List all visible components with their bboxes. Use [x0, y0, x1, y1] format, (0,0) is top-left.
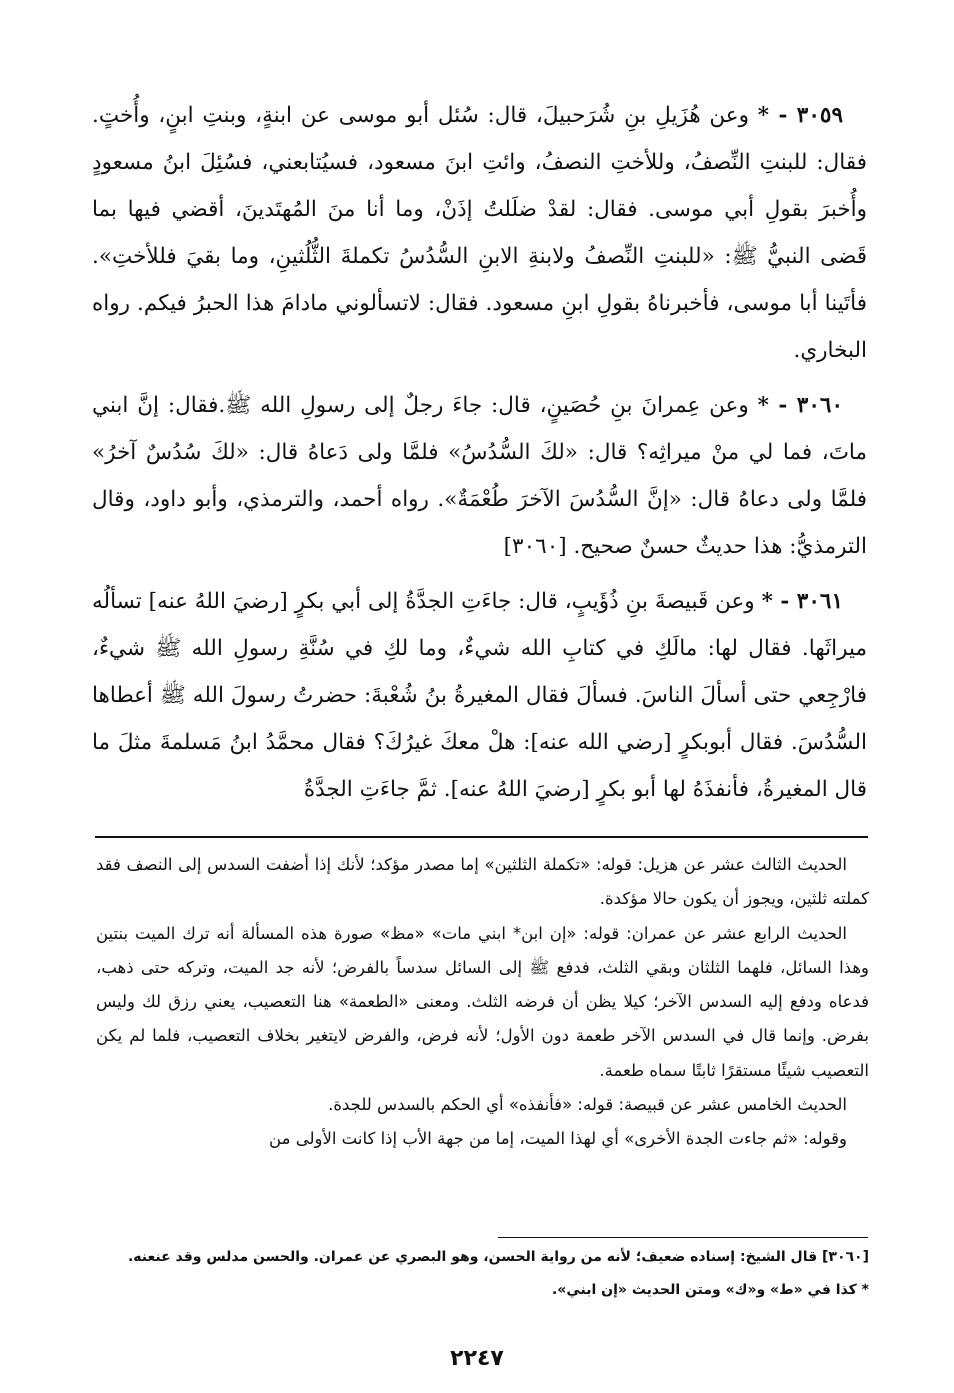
hadith-number: ٣٠٥٩ - *: [757, 103, 843, 128]
commentary-paragraph: الحديث الخامس عشر عن قبيصة: قوله: «فأنفذه» أي الحكم بالسدس للجدة.: [328, 1095, 847, 1115]
commentary-divider: [95, 836, 868, 838]
hadith-body: وعن قَبيصةَ بنِ ذُؤَيبٍ، قال: جاءَتِ الجدَّةُ إلى أبي بكرٍ [رضيَ اللهُ عنه] تسألُه ميراثَها. فقال لها: مالَكِ في كتابِ الله شيءٌ، وما لكِ في سُنَّةِ رسولِ الله ﷺ شيءٌ، فارْجِعي حتى أسألَ الناسَ. فسألَ فقال المغيرةُ بنُ شُعْبةَ: حضرتُ رسولَ الله ﷺ أعطاها السُّدُسَ. فقال أبوبكرٍ [رضي الله عنه]: هلْ معكَ غيرُكَ؟ فقال محمَّدُ ابنُ مَسلمةَ مثلَ ما قال المغيرةُ، فأنفذَهُ لها أبو بكرٍ [رضيَ اللهُ عنه]. ثمَّ جاءَتِ الجدَّةُ: [92, 589, 867, 802]
hadith-text-block: [92, 92, 867, 813]
footnote: * كذا في «ط» و«ك» ومتن الحديث «إن ابني».: [551, 1282, 869, 1298]
footnote-divider: [498, 1237, 868, 1238]
page-number: ٢٢٤٧: [450, 1346, 504, 1371]
hadith-body: وعن عِمرانَ بنِ حُصَينٍ، قال: جاءَ رجلٌ إلى رسولِ الله ﷺ.فقال: إنَّ ابني ماتَ، فما لي منْ ميراثِه؟ قال: «لكَ السُّدُسُ» فلمَّا ولى دَعاهُ قال: «لكَ سُدُسٌ آخرُ» فلمَّا ولى دعاهُ قال: «إنَّ السُّدُسَ الآخرَ طُعْمَةٌ». رواه أحمد، والترمذي، وأبو داود، وقال الترمذيُّ: هذا حديثٌ حسنٌ صحيح. [٣٠٦٠]: [92, 393, 867, 559]
hadith-3061: [92, 578, 867, 813]
commentary-paragraph: الحديث الثالث عشر عن هزيل: قوله: «تكملة الثلثين» إما مصدر مؤكد؛ لأنك إذا أضفت السدس إلى النصف فقد كملته ثلثين، ويجوز أن يكون حالا مؤكدة.: [96, 855, 869, 909]
hadith-body: وعن هُزَيلِ بنِ شُرَحبيلَ، قال: سُئل أبو موسى عن ابنةٍ، وبنتِ ابنٍ، وأُختٍ. فقال: للبنتِ النِّصفُ، وللأختِ النصفُ، وائتِ ابنَ مسعود، فسيُتابعني، فسُئِلَ ابنُ مسعودٍ وأُخبرَ بقولِ أبي موسى. فقال: لقدْ ضلَلتُ إذَنْ، وما أنا منَ المُهتَدينَ، أقضي فيها بما قَضى النبيُّ ﷺ: «للبنتِ النِّصفُ ولابنةِ الابنِ السُّدُسُ تكملةَ الثُّلُثينِ، وما بقيَ فللأختِ». فأتَينا أبا موسى، فأخبرناهُ بقولِ ابنِ مسعود. فقال: لاتسألوني مادامَ هذا الحبرُ فيكم. رواه البخاري.: [92, 103, 867, 363]
hadith-number: ٣٠٦٠ - *: [757, 393, 843, 418]
hadith-number: ٣٠٦١ - *: [761, 589, 843, 614]
footnote: [٣٠٦٠] قال الشيخ: إسناده ضعيف؛ لأنه من رواية الحسن، وهو البصري عن عمران. والحسن مدلس وقد عنعنه.: [127, 1249, 869, 1265]
footnotes-block: [96, 1244, 869, 1310]
commentary-block: [96, 848, 869, 1157]
hadith-3059: [92, 92, 867, 374]
hadith-3060: [92, 382, 867, 570]
commentary-paragraph: الحديث الرابع عشر عن عمران: قوله: «إن ابن* ابني مات» «مظ» صورة هذه المسألة أنه ترك الميت بنتين وهذا السائل، فلهما الثلثان وبقي الثلث، فدفع ﷺ إلى السائل سدساً بالفرض؛ لأنه جد الميت، وتركه حتى ذهب، فدعاه ودفع إليه السدس الآخر؛ كيلا يظن أن فرضه الثلث. ومعنى «الطعمة» هنا التعصيب، يعني رزق لك وليس بفرض. وإنما قال في السدس الآخر طعمة دون الأول؛ لأنه فرض، والفرض لايتغير بخلاف التعصيب، فلما لم يكن التعصيب شيئًا مستقرًا ثابتًا سماه طعمة.: [96, 923, 869, 1080]
commentary-paragraph: وقوله: «ثم جاءت الجدة الأخرى» أي لهذا الميت، إما من جهة الأب إذا كانت الأولى من: [269, 1129, 847, 1149]
